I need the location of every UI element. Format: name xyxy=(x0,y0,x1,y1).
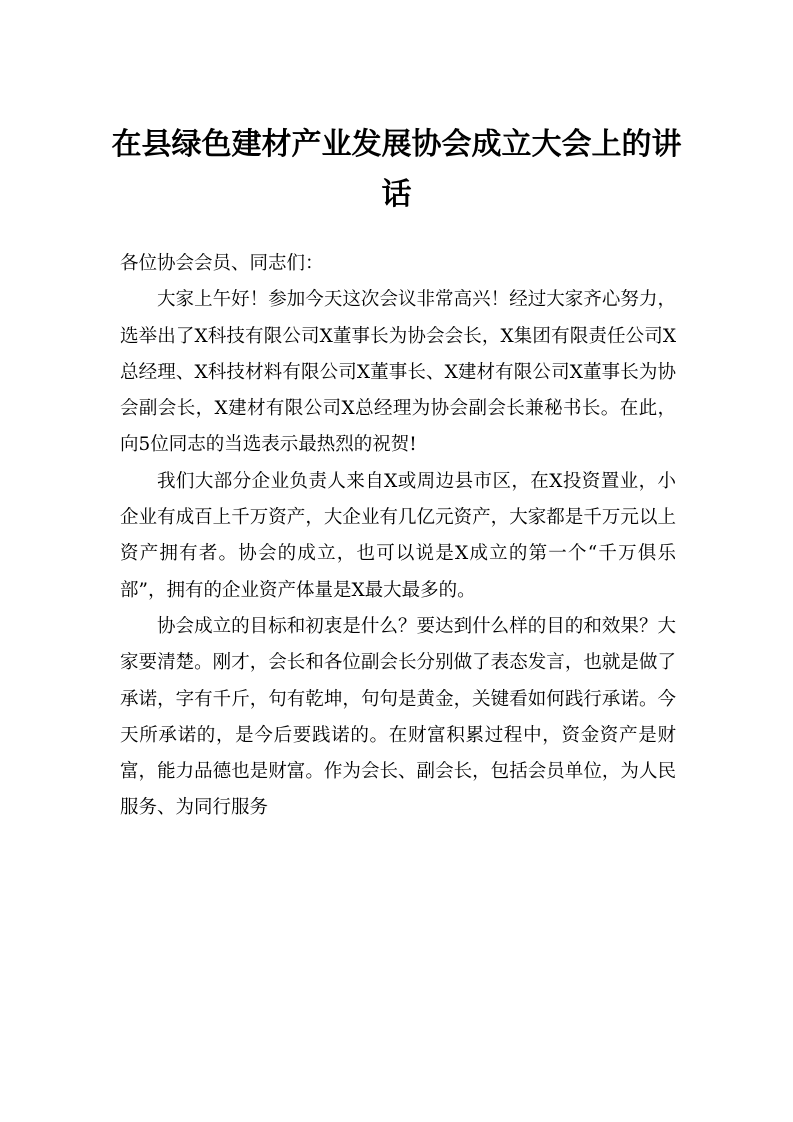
paragraph-1: 大家上午好！参加今天这次会议非常高兴！经过大家齐心努力，选举出了X科技有限公司X董事长为协会会长，X集团有限责任公司X总经理、X科技材料有限公司X董事长、X建材有限公司X董事长为协会副会长，X建材有限公司X总经理为协会副会长兼秘书长。在此，向5位同志的当选表示最热烈的祝贺! xyxy=(120,289,676,456)
document-body xyxy=(120,246,676,827)
document-title: 在县绿色建材产业发展协会成立大会上的讲话 xyxy=(111,127,682,212)
paragraph-2: 我们大部分企业负责人来自X或周边县市区，在X投资置业，小企业有成百上千万资产，大企业有几亿元资产，大家都是千万元以上资产拥有者。协会的成立，也可以说是X成立的第一个“千万俱乐部”，拥有的企业资产体量是X最大最多的。 xyxy=(120,470,676,601)
salutation: 各位协会会员、同志们： xyxy=(120,253,324,274)
paragraph-3: 协会成立的目标和初衷是什么？要达到什么样的目的和效果？大家要清楚。刚才，会长和各位副会长分别做了表态发言，也就是做了承诺，字有千斤，句有乾坤，句句是黄金，关键看如何践行承诺。今天所承诺的，是今后要践诺的。在财富积累过程中，资金资产是财富，能力品德也是财富。作为会长、副会长，包括会员单位，为人民服务、为同行服务 xyxy=(120,615,676,819)
